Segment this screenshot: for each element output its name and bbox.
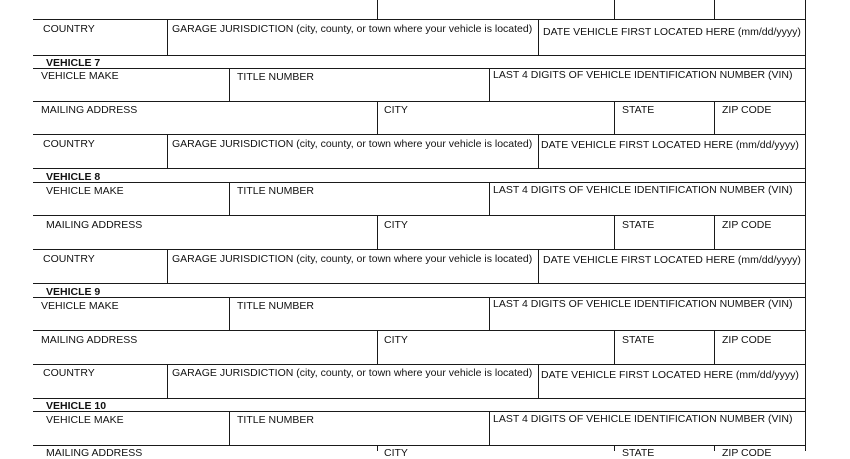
vin-last4-label: LAST 4 DIGITS OF VEHICLE IDENTIFICATION NUMBER (VIN): [493, 298, 793, 310]
rule: [33, 411, 806, 412]
garage-jurisdiction-label: GARAGE JURISDICTION (city, county, or town where your vehicle is located): [172, 23, 533, 35]
vehicle7-city-field[interactable]: [378, 118, 614, 134]
vehicle10-make-field[interactable]: [34, 428, 229, 445]
vehicle6-zip-field[interactable]: [715, 0, 805, 19]
vehicle6-country-field[interactable]: [34, 36, 167, 55]
vehicle8-country-field[interactable]: [34, 266, 167, 283]
vehicle10-vin-field[interactable]: [490, 426, 805, 445]
rule: [805, 0, 806, 451]
state-label: STATE: [622, 447, 655, 459]
city-label: CITY: [384, 219, 408, 231]
vehicle8-date-field[interactable]: [539, 269, 805, 283]
zip-code-label: ZIP CODE: [722, 447, 772, 459]
date-first-located-label: DATE VEHICLE FIRST LOCATED HERE (mm/dd/yyyy): [543, 254, 801, 266]
vehicle9-city-field[interactable]: [378, 347, 614, 364]
rule: [33, 398, 806, 399]
vehicle9-country-field[interactable]: [34, 381, 167, 398]
city-label: CITY: [384, 334, 408, 346]
section-heading-vehicle-10: VEHICLE 10: [46, 400, 107, 412]
title-number-label: TITLE NUMBER: [237, 185, 315, 197]
section-heading-vehicle-7: VEHICLE 7: [46, 57, 101, 69]
vehicle9-mailing-address-field[interactable]: [34, 347, 377, 364]
state-label: STATE: [622, 219, 655, 231]
country-label: COUNTRY: [43, 23, 95, 35]
rule: [33, 364, 806, 365]
vehicle9-title-field[interactable]: [230, 313, 489, 330]
state-label: STATE: [622, 104, 655, 116]
rule: [33, 55, 806, 56]
vehicle7-title-field[interactable]: [230, 84, 489, 101]
rule: [377, 445, 378, 451]
vehicle7-country-field[interactable]: [34, 151, 167, 168]
mailing-address-label: MAILING ADDRESS: [46, 219, 143, 231]
vehicle9-make-field[interactable]: [34, 313, 229, 330]
vin-last4-label: LAST 4 DIGITS OF VEHICLE IDENTIFICATION NUMBER (VIN): [493, 184, 793, 196]
title-number-label: TITLE NUMBER: [237, 414, 315, 426]
zip-code-label: ZIP CODE: [722, 104, 772, 116]
zip-code-label: ZIP CODE: [722, 334, 772, 346]
vehicle6-date-field[interactable]: [539, 40, 805, 55]
section-heading-vehicle-9: VEHICLE 9: [46, 286, 101, 298]
rule: [33, 182, 806, 183]
vehicle9-zip-field[interactable]: [715, 347, 805, 364]
vehicle6-mailing-address-field[interactable]: [34, 0, 377, 19]
mailing-address-label: MAILING ADDRESS: [46, 447, 143, 459]
rule: [33, 168, 806, 169]
rule: [33, 19, 806, 20]
zip-code-label: ZIP CODE: [722, 219, 772, 231]
vehicle7-vin-field[interactable]: [490, 82, 805, 101]
rule: [714, 445, 715, 451]
vehicle7-make-field[interactable]: [34, 84, 229, 101]
vehicle7-date-field[interactable]: [539, 154, 805, 168]
country-label: COUNTRY: [43, 253, 95, 265]
vehicle8-title-field[interactable]: [230, 198, 489, 215]
rule: [33, 330, 806, 331]
country-label: COUNTRY: [43, 367, 95, 379]
vehicle-make-label: VEHICLE MAKE: [46, 185, 124, 197]
vehicle7-state-field[interactable]: [615, 118, 714, 134]
date-first-located-label: DATE VEHICLE FIRST LOCATED HERE (mm/dd/yyyy): [541, 139, 799, 151]
vehicle-make-label: VEHICLE MAKE: [46, 414, 124, 426]
city-label: CITY: [384, 447, 408, 459]
vehicle6-garage-jurisdiction-field[interactable]: [168, 36, 538, 55]
section-heading-vehicle-8: VEHICLE 8: [46, 171, 101, 183]
title-number-label: TITLE NUMBER: [237, 71, 315, 83]
vin-last4-label: LAST 4 DIGITS OF VEHICLE IDENTIFICATION NUMBER (VIN): [493, 69, 793, 81]
rule: [614, 445, 615, 451]
vehicle7-zip-field[interactable]: [715, 118, 805, 134]
rule: [33, 101, 806, 102]
date-first-located-label: DATE VEHICLE FIRST LOCATED HERE (mm/dd/yyyy): [543, 26, 801, 38]
country-label: COUNTRY: [43, 138, 95, 150]
rule: [33, 283, 806, 284]
vehicle8-garage-jurisdiction-field[interactable]: [168, 266, 538, 283]
vehicle10-title-field[interactable]: [230, 428, 489, 445]
rule: [33, 445, 806, 446]
vin-last4-label: LAST 4 DIGITS OF VEHICLE IDENTIFICATION NUMBER (VIN): [493, 413, 793, 425]
vehicle8-vin-field[interactable]: [490, 196, 805, 215]
vehicle8-mailing-address-field[interactable]: [34, 232, 377, 249]
vehicle9-garage-jurisdiction-field[interactable]: [168, 381, 538, 398]
date-first-located-label: DATE VEHICLE FIRST LOCATED HERE (mm/dd/yyyy): [541, 369, 799, 381]
vehicle-make-label: VEHICLE MAKE: [41, 70, 119, 82]
rule: [33, 215, 806, 216]
vehicle8-state-field[interactable]: [615, 232, 714, 249]
vehicle7-garage-jurisdiction-field[interactable]: [168, 151, 538, 168]
vehicle8-make-field[interactable]: [34, 198, 229, 215]
vehicle8-zip-field[interactable]: [715, 232, 805, 249]
vehicle9-date-field[interactable]: [539, 384, 805, 398]
vehicle9-state-field[interactable]: [615, 347, 714, 364]
mailing-address-label: MAILING ADDRESS: [41, 104, 138, 116]
title-number-label: TITLE NUMBER: [237, 300, 315, 312]
garage-jurisdiction-label: GARAGE JURISDICTION (city, county, or town where your vehicle is located): [172, 138, 533, 150]
state-label: STATE: [622, 334, 655, 346]
garage-jurisdiction-label: GARAGE JURISDICTION (city, county, or town where your vehicle is located): [172, 367, 533, 379]
vehicle7-mailing-address-field[interactable]: [34, 118, 377, 134]
vehicle8-city-field[interactable]: [378, 232, 614, 249]
vehicle-make-label: VEHICLE MAKE: [41, 300, 119, 312]
garage-jurisdiction-label: GARAGE JURISDICTION (city, county, or town where your vehicle is located): [172, 253, 533, 265]
vehicle9-vin-field[interactable]: [490, 311, 805, 330]
vehicle6-state-field[interactable]: [615, 0, 714, 19]
city-label: CITY: [384, 104, 408, 116]
rule: [33, 249, 806, 250]
mailing-address-label: MAILING ADDRESS: [41, 334, 138, 346]
vehicle6-city-field[interactable]: [378, 0, 614, 19]
rule: [33, 134, 806, 135]
